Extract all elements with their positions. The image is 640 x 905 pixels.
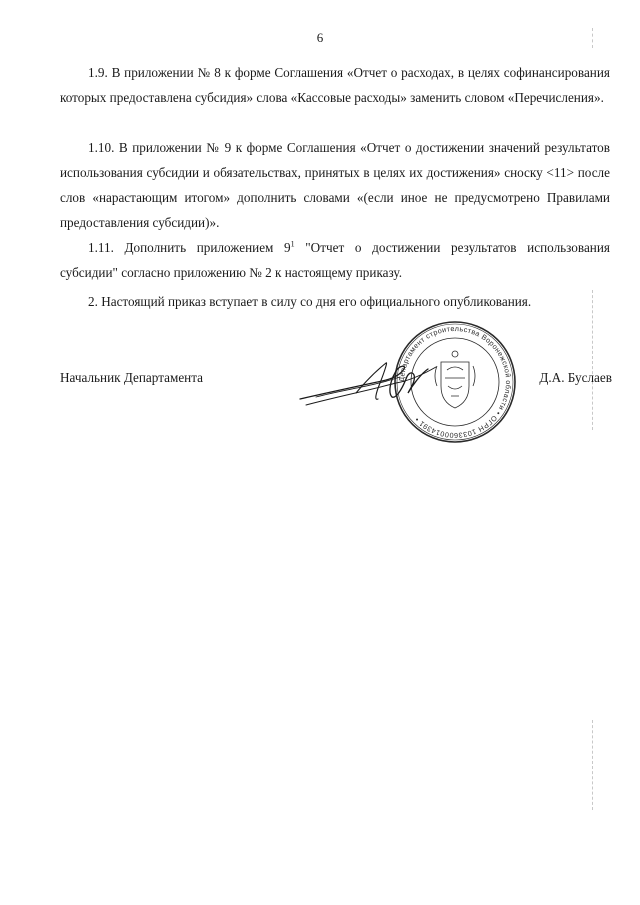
- paragraph-1-11-end: "Отчет о достижении результатов использования субсидии" согласно приложению № 2 к настоящему приказу.: [60, 240, 610, 280]
- page-number: 6: [316, 30, 324, 45]
- handwritten-signature: [296, 353, 446, 413]
- scan-edge-mark: [592, 720, 594, 810]
- seal-text: Департамент строительства Воронежской области • ОГРН 1033600014391 •: [396, 323, 514, 441]
- signer-name: Д.А. Буслаев: [539, 370, 612, 385]
- superscript: 1: [290, 239, 295, 249]
- position-title: Начальник Департамента: [60, 370, 204, 385]
- paragraph-1-11: [60, 235, 610, 285]
- scan-edge-mark: [592, 28, 594, 48]
- paragraph-1-11-start: 1.11. Дополнить приложением 9: [88, 240, 291, 255]
- paragraph-2: 2. Настоящий приказ вступает в силу со дня его официального опубликования.: [88, 294, 532, 309]
- paragraph-1-9: 1.9. В приложении № 8 к форме Соглашения «Отчет о расходах, в целях софинансирования которых предоставлена субсидия» слова «Кассовые расходы» заменить словом «Перечисления».: [60, 65, 610, 105]
- paragraph-1-10: 1.10. В приложении № 9 к форме Соглашения «Отчет о достижении значений результатов использования субсидии и обязательствах, принятых в целях их достижения» сноску <11> после слов «нарастающим итогом» дополнить словами «(если иное не предусмотрено Правилами предоставления субсидии)».: [60, 140, 610, 230]
